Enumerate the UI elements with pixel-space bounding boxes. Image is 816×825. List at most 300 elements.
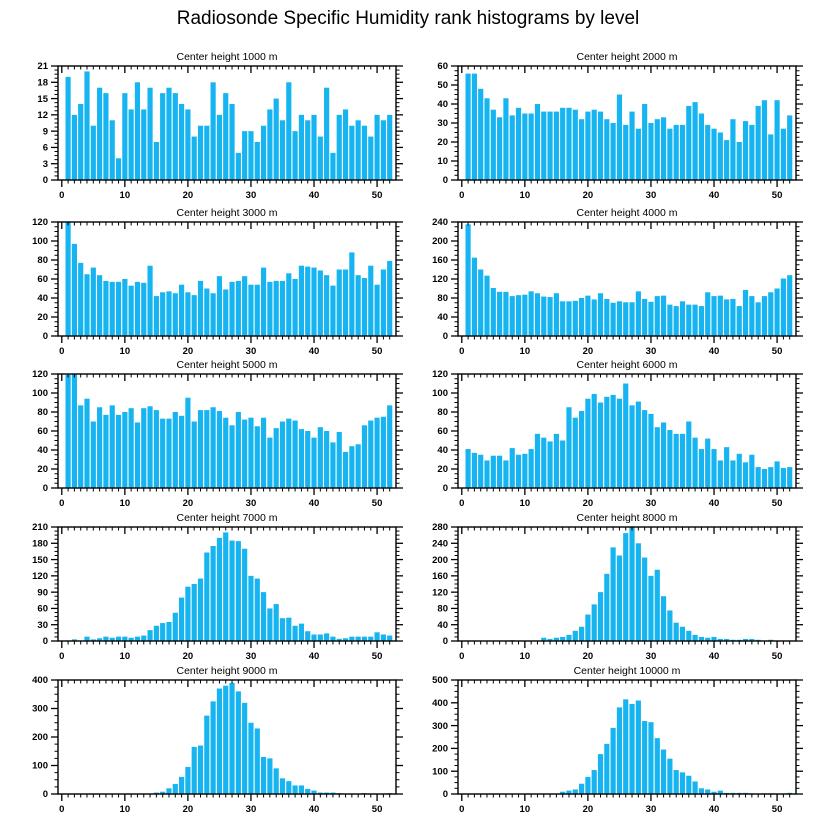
bar-rank-27 <box>229 541 234 641</box>
panel-title: Center height 2000 m <box>576 52 678 63</box>
bar-rank-25 <box>217 115 222 180</box>
bar-rank-44 <box>737 142 742 180</box>
bar-rank-45 <box>743 290 748 336</box>
bar-rank-40 <box>711 129 716 180</box>
y-tick-label: 200 <box>432 743 448 755</box>
y-tick-label: 240 <box>432 217 448 229</box>
y-tick-label: 210 <box>32 522 48 534</box>
bar-rank-1 <box>66 77 71 180</box>
bar-rank-22 <box>598 293 603 336</box>
bar-rank-2 <box>72 244 77 336</box>
bar-rank-35 <box>680 301 685 336</box>
bar-rank-11 <box>129 286 134 336</box>
bar-rank-33 <box>667 129 672 180</box>
bar-rank-28 <box>636 129 641 180</box>
bar-rank-50 <box>375 115 380 180</box>
histogram-svg <box>408 208 814 362</box>
bar-rank-19 <box>179 104 184 180</box>
bar-rank-49 <box>368 137 373 180</box>
x-tick-label: 10 <box>519 190 531 201</box>
histogram-svg <box>8 52 414 206</box>
y-tick-label: 50 <box>437 80 448 92</box>
y-tick-label: 3 <box>42 158 48 170</box>
bar-rank-20 <box>185 109 190 180</box>
bar-rank-43 <box>730 299 735 336</box>
y-tick-label: 60 <box>437 426 448 438</box>
bar-rank-3 <box>78 405 83 488</box>
bar-rank-37 <box>293 785 298 794</box>
bar-rank-29 <box>642 299 647 336</box>
x-tick-label: 50 <box>771 498 783 509</box>
x-tick-label: 40 <box>308 346 320 357</box>
bar-rank-17 <box>166 291 171 336</box>
x-tick-label: 50 <box>371 651 383 662</box>
bar-rank-26 <box>623 699 628 794</box>
histogram-svg <box>408 52 814 206</box>
bar-rank-19 <box>179 777 184 794</box>
x-tick-label: 20 <box>182 498 194 509</box>
bar-rank-7 <box>503 460 508 488</box>
bar-rank-43 <box>730 460 735 488</box>
bar-rank-49 <box>768 292 773 336</box>
bar-rank-36 <box>686 106 691 180</box>
bar-rank-22 <box>198 126 203 180</box>
page-title: Radiosonde Specific Humidity rank histograms by level <box>176 8 640 29</box>
bar-rank-25 <box>217 689 222 794</box>
y-tick-label: 120 <box>32 571 48 583</box>
bar-rank-11 <box>529 449 534 488</box>
y-tick-label: 80 <box>37 407 48 419</box>
bar-rank-47 <box>356 275 361 336</box>
bar-rank-13 <box>141 408 146 488</box>
bar-rank-27 <box>629 302 634 336</box>
bar-rank-10 <box>522 454 527 488</box>
bar-rank-29 <box>242 703 247 794</box>
bar-rank-9 <box>516 295 521 336</box>
x-tick-label: 30 <box>245 190 257 201</box>
bar-rank-19 <box>579 119 584 180</box>
bar-rank-5 <box>91 126 96 180</box>
bar-rank-20 <box>585 296 590 336</box>
bar-rank-52 <box>787 275 792 336</box>
bar-rank-21 <box>192 422 197 489</box>
x-tick-label: 0 <box>459 651 465 662</box>
bar-rank-4 <box>84 399 89 488</box>
bar-rank-45 <box>743 462 748 488</box>
bar-rank-45 <box>343 109 348 180</box>
bar-rank-12 <box>535 293 540 336</box>
bar-rank-39 <box>705 439 710 488</box>
x-tick-label: 10 <box>119 498 131 509</box>
bar-rank-2 <box>472 453 477 488</box>
bar-rank-20 <box>585 112 590 180</box>
bar-rank-30 <box>648 302 653 336</box>
bar-rank-34 <box>674 306 679 336</box>
bar-rank-36 <box>686 631 691 641</box>
bar-rank-28 <box>236 541 241 641</box>
x-tick-label: 30 <box>645 498 657 509</box>
bar-rank-30 <box>648 123 653 180</box>
y-tick-label: 100 <box>432 388 448 400</box>
x-tick-label: 40 <box>708 346 720 357</box>
bar-rank-31 <box>655 570 660 641</box>
bar-rank-32 <box>261 757 266 794</box>
y-tick-label: 20 <box>437 137 448 149</box>
bar-rank-41 <box>718 296 723 336</box>
y-tick-label: 20 <box>37 464 48 476</box>
bar-rank-27 <box>629 704 634 794</box>
bar-rank-25 <box>617 556 622 642</box>
bar-rank-11 <box>129 408 134 488</box>
bar-rank-1 <box>66 375 71 488</box>
y-tick-label: 100 <box>32 388 48 400</box>
bar-rank-37 <box>293 626 298 641</box>
bar-rank-23 <box>204 553 209 641</box>
bar-rank-33 <box>667 759 672 794</box>
bar-rank-33 <box>267 282 272 336</box>
bar-rank-6 <box>497 117 502 180</box>
bar-rank-41 <box>318 270 323 336</box>
bar-rank-16 <box>160 623 165 641</box>
bar-rank-23 <box>604 397 609 488</box>
y-tick-label: 0 <box>442 789 448 801</box>
bar-rank-1 <box>66 222 71 336</box>
bar-rank-37 <box>693 102 698 180</box>
bar-rank-17 <box>566 108 571 180</box>
bar-rank-50 <box>375 285 380 336</box>
bar-rank-12 <box>135 282 140 336</box>
bar-rank-28 <box>636 291 641 336</box>
y-tick-label: 120 <box>432 369 448 381</box>
histogram-panel-center-height-5000-m <box>8 360 414 519</box>
x-tick-label: 50 <box>771 651 783 662</box>
bar-rank-8 <box>110 282 115 336</box>
bar-rank-46 <box>749 455 754 488</box>
bar-rank-24 <box>211 293 216 336</box>
histogram-panel-center-height-7000-m <box>8 513 414 672</box>
bar-rank-33 <box>267 109 272 180</box>
bar-rank-38 <box>699 788 704 794</box>
bar-rank-52 <box>387 115 392 180</box>
bar-rank-34 <box>674 623 679 641</box>
bar-rank-18 <box>573 110 578 180</box>
panel-title: Center height 1000 m <box>176 52 278 63</box>
bar-rank-26 <box>223 532 228 641</box>
y-tick-label: 200 <box>32 732 48 744</box>
bar-rank-18 <box>173 784 178 794</box>
bar-rank-21 <box>192 747 197 794</box>
bar-rank-9 <box>116 158 121 180</box>
x-tick-label: 0 <box>59 346 65 357</box>
bar-rank-41 <box>718 133 723 181</box>
bar-rank-42 <box>324 275 329 336</box>
bar-rank-6 <box>97 275 102 336</box>
bar-rank-20 <box>185 767 190 794</box>
x-tick-label: 10 <box>119 346 131 357</box>
bar-rank-37 <box>693 781 698 794</box>
bar-rank-34 <box>674 770 679 794</box>
bar-rank-37 <box>293 421 298 488</box>
bar-rank-23 <box>604 574 609 641</box>
bar-rank-15 <box>154 142 159 180</box>
bar-rank-51 <box>781 279 786 336</box>
bar-rank-33 <box>267 608 272 641</box>
x-tick-label: 0 <box>459 346 465 357</box>
bar-rank-24 <box>611 123 616 180</box>
bar-rank-13 <box>541 297 546 336</box>
bar-rank-44 <box>737 454 742 488</box>
bar-rank-25 <box>617 399 622 488</box>
bar-rank-18 <box>573 418 578 488</box>
bar-rank-47 <box>756 106 761 180</box>
bar-rank-37 <box>693 438 698 488</box>
bar-rank-10 <box>122 412 127 488</box>
bar-rank-19 <box>579 411 584 488</box>
bar-rank-29 <box>242 549 247 641</box>
bar-rank-12 <box>135 82 140 180</box>
bar-rank-18 <box>573 631 578 641</box>
y-tick-label: 0 <box>442 175 448 187</box>
y-tick-label: 20 <box>437 464 448 476</box>
y-tick-label: 300 <box>432 720 448 732</box>
x-tick-label: 50 <box>771 190 783 201</box>
bar-rank-27 <box>229 425 234 488</box>
y-tick-label: 200 <box>432 554 448 566</box>
bar-rank-32 <box>661 296 666 336</box>
bar-rank-3 <box>78 104 83 180</box>
bar-rank-6 <box>97 88 102 180</box>
bar-rank-14 <box>147 88 152 180</box>
bar-rank-44 <box>337 270 342 337</box>
y-tick-label: 200 <box>432 236 448 248</box>
bar-rank-27 <box>229 282 234 336</box>
bar-rank-7 <box>103 415 108 488</box>
bar-rank-29 <box>242 276 247 336</box>
y-tick-label: 0 <box>442 636 448 648</box>
bar-rank-24 <box>611 395 616 488</box>
bar-rank-37 <box>293 131 298 180</box>
bar-rank-12 <box>135 422 140 488</box>
bar-rank-33 <box>267 438 272 488</box>
bar-rank-48 <box>762 100 767 180</box>
panel-title: Center height 9000 m <box>176 666 278 677</box>
bar-rank-9 <box>116 282 121 336</box>
bar-rank-21 <box>592 299 597 336</box>
bar-rank-25 <box>617 707 622 794</box>
x-tick-label: 10 <box>119 190 131 201</box>
bar-rank-42 <box>324 431 329 488</box>
bar-rank-31 <box>255 142 260 180</box>
x-tick-label: 0 <box>459 190 465 201</box>
x-tick-label: 30 <box>245 651 257 662</box>
x-tick-label: 30 <box>645 346 657 357</box>
histogram-svg <box>408 513 814 667</box>
bar-rank-4 <box>484 460 489 488</box>
bar-rank-44 <box>737 306 742 336</box>
x-tick-label: 0 <box>459 804 465 815</box>
bar-rank-38 <box>299 624 304 641</box>
histogram-panel-center-height-8000-m <box>408 513 814 672</box>
y-tick-label: 160 <box>432 255 448 267</box>
bar-rank-2 <box>472 74 477 180</box>
bar-rank-11 <box>529 114 534 181</box>
bar-rank-51 <box>381 417 386 488</box>
bar-rank-28 <box>236 153 241 180</box>
y-tick-label: 80 <box>37 255 48 267</box>
bar-rank-18 <box>173 613 178 641</box>
bar-rank-41 <box>318 137 323 180</box>
x-tick-label: 30 <box>645 804 657 815</box>
bar-rank-24 <box>211 407 216 488</box>
bar-rank-20 <box>185 292 190 336</box>
bar-rank-25 <box>217 538 222 641</box>
bar-rank-47 <box>756 467 761 488</box>
bar-rank-42 <box>724 447 729 488</box>
bar-rank-8 <box>510 115 515 180</box>
bar-rank-49 <box>368 421 373 488</box>
bar-rank-37 <box>293 279 298 336</box>
bar-rank-23 <box>604 119 609 180</box>
y-tick-label: 0 <box>42 331 48 343</box>
x-tick-label: 50 <box>371 498 383 509</box>
bar-rank-3 <box>478 89 483 180</box>
bar-rank-48 <box>762 469 767 488</box>
bar-rank-39 <box>305 631 310 641</box>
bar-rank-52 <box>387 405 392 488</box>
histogram-panel-center-height-10000-m <box>408 666 814 825</box>
bar-rank-9 <box>516 108 521 180</box>
bar-rank-21 <box>192 295 197 336</box>
bar-rank-13 <box>141 636 146 641</box>
x-tick-label: 20 <box>582 346 594 357</box>
bar-rank-51 <box>781 468 786 488</box>
x-tick-label: 10 <box>119 804 131 815</box>
x-tick-label: 0 <box>459 498 465 509</box>
bar-rank-3 <box>478 455 483 488</box>
y-tick-label: 60 <box>437 61 448 73</box>
bar-rank-13 <box>541 112 546 180</box>
bar-rank-46 <box>749 296 754 336</box>
bar-rank-35 <box>280 422 285 489</box>
y-tick-label: 12 <box>37 110 48 122</box>
bar-rank-31 <box>655 427 660 488</box>
bar-rank-2 <box>472 258 477 336</box>
bar-rank-49 <box>768 134 773 180</box>
x-tick-label: 50 <box>371 804 383 815</box>
bar-rank-34 <box>674 434 679 488</box>
histogram-panel-center-height-6000-m <box>408 360 814 519</box>
bar-rank-52 <box>787 115 792 180</box>
x-tick-label: 50 <box>371 346 383 357</box>
bar-rank-22 <box>598 403 603 489</box>
y-tick-label: 18 <box>37 77 48 89</box>
bar-rank-26 <box>223 289 228 336</box>
bar-rank-21 <box>192 584 197 641</box>
y-tick-label: 0 <box>42 175 48 187</box>
bar-rank-14 <box>147 266 152 336</box>
bar-rank-38 <box>699 306 704 336</box>
bar-rank-25 <box>617 301 622 336</box>
y-tick-label: 120 <box>32 369 48 381</box>
bar-rank-17 <box>166 788 171 794</box>
x-tick-label: 20 <box>182 190 194 201</box>
bar-rank-17 <box>166 622 171 641</box>
bar-rank-19 <box>179 598 184 641</box>
bar-rank-15 <box>154 296 159 336</box>
x-tick-label: 20 <box>182 346 194 357</box>
bar-rank-18 <box>173 412 178 488</box>
x-tick-label: 50 <box>771 346 783 357</box>
y-tick-label: 180 <box>32 538 48 550</box>
bar-rank-14 <box>147 630 152 641</box>
y-tick-label: 150 <box>32 554 48 566</box>
bar-rank-10 <box>522 295 527 336</box>
bar-rank-33 <box>667 610 672 641</box>
x-tick-label: 10 <box>119 651 131 662</box>
bar-rank-25 <box>217 411 222 488</box>
bar-rank-32 <box>661 117 666 180</box>
y-tick-label: 80 <box>437 293 448 305</box>
bar-rank-40 <box>311 634 316 641</box>
bar-rank-39 <box>305 267 310 336</box>
bar-rank-26 <box>223 418 228 488</box>
y-tick-label: 280 <box>432 522 448 534</box>
bar-rank-28 <box>236 281 241 336</box>
bar-rank-46 <box>349 252 354 336</box>
histogram-svg <box>8 513 414 667</box>
bar-rank-46 <box>749 125 754 180</box>
bar-rank-25 <box>217 276 222 336</box>
histogram-panel-center-height-4000-m <box>408 208 814 367</box>
bar-rank-16 <box>160 93 165 180</box>
y-tick-label: 21 <box>37 61 48 73</box>
bar-rank-51 <box>381 270 386 337</box>
bar-rank-24 <box>611 728 616 794</box>
x-tick-label: 10 <box>519 651 531 662</box>
x-tick-label: 40 <box>308 651 320 662</box>
y-tick-label: 400 <box>32 675 48 687</box>
bar-rank-45 <box>343 452 348 488</box>
x-tick-label: 0 <box>59 804 65 815</box>
bar-rank-22 <box>598 592 603 641</box>
y-tick-label: 15 <box>37 93 48 105</box>
bar-rank-5 <box>491 288 496 336</box>
bar-rank-23 <box>604 744 609 794</box>
bar-rank-41 <box>318 427 323 488</box>
bar-rank-12 <box>535 104 540 180</box>
bar-rank-43 <box>330 153 335 180</box>
bar-rank-34 <box>674 125 679 180</box>
y-tick-label: 160 <box>432 571 448 583</box>
bar-rank-38 <box>699 449 704 488</box>
y-tick-label: 100 <box>32 760 48 772</box>
x-tick-label: 20 <box>582 651 594 662</box>
bar-rank-29 <box>642 104 647 180</box>
bar-rank-20 <box>585 399 590 488</box>
bar-rank-35 <box>280 120 285 180</box>
x-tick-label: 0 <box>59 651 65 662</box>
bar-rank-19 <box>579 784 584 794</box>
bar-rank-39 <box>705 292 710 336</box>
bar-rank-15 <box>554 293 559 336</box>
bar-rank-19 <box>179 285 184 336</box>
bar-rank-38 <box>299 115 304 180</box>
histogram-panel-center-height-3000-m <box>8 208 414 367</box>
bar-rank-24 <box>211 82 216 180</box>
x-tick-label: 30 <box>245 498 257 509</box>
x-tick-label: 40 <box>708 190 720 201</box>
bar-rank-31 <box>255 426 260 488</box>
